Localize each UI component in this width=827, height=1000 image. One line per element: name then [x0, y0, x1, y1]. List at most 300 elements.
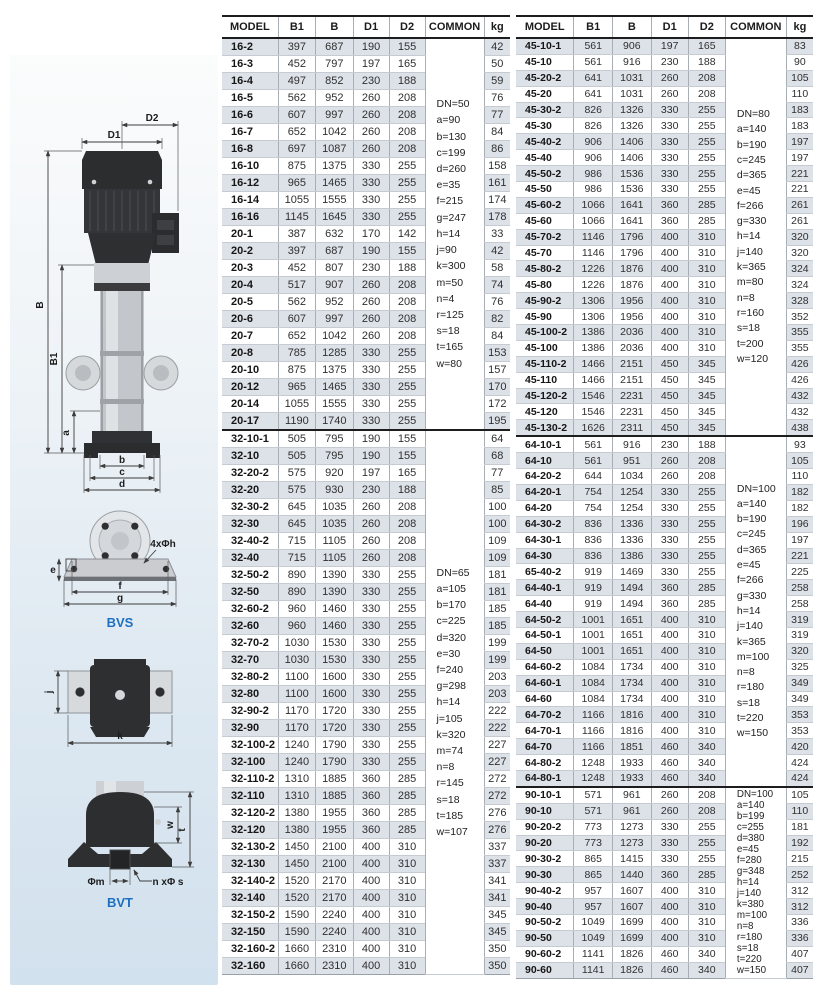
cell-model: 64-80-2 [516, 755, 574, 771]
cell-kg: 337 [484, 856, 510, 873]
cell-kg: 157 [484, 362, 510, 379]
col-header: B1 [574, 16, 613, 38]
dimension-table [516, 15, 813, 979]
common-spec-line: w=120 [736, 352, 769, 365]
table-row [222, 430, 510, 448]
cell-model: 90-60 [516, 962, 574, 978]
cell-kg: 158 [484, 158, 510, 175]
cell-d1: 450 [651, 372, 688, 388]
cell-d2: 255 [688, 484, 725, 500]
common-spec-line: h=14 [436, 227, 461, 240]
cell-model: 32-20 [222, 482, 278, 499]
cell-d2: 255 [389, 686, 425, 703]
cell-d2: 255 [688, 564, 725, 580]
cell-b1: 960 [278, 601, 315, 618]
cell-b: 1530 [316, 652, 353, 669]
common-spec-line: m=50 [436, 276, 464, 289]
cell-b: 1494 [613, 580, 652, 596]
cell-d2: 345 [688, 356, 725, 372]
common-spec-line: t=165 [436, 341, 464, 354]
cell-d1: 330 [353, 413, 389, 431]
cell-kg: 319 [786, 627, 813, 643]
dim-label-g: g [116, 593, 124, 604]
common-spec-line: h=14 [436, 696, 461, 709]
cell-b: 1105 [316, 550, 353, 567]
cell-b1: 1066 [574, 197, 613, 213]
cell-d1: 400 [353, 958, 389, 975]
cell-b1: 836 [574, 548, 613, 564]
cell-d2: 255 [389, 720, 425, 737]
col-header: MODEL [222, 16, 278, 38]
cell-model: 16-14 [222, 192, 278, 209]
common-spec-line: d=380 [736, 833, 765, 845]
cell-b: 961 [613, 787, 652, 803]
cell-d2: 255 [688, 118, 725, 134]
cell-kg: 407 [786, 962, 813, 978]
cell-b1: 826 [574, 102, 613, 118]
cell-d2: 255 [389, 345, 425, 362]
cell-model: 20-5 [222, 294, 278, 311]
cell-d2: 310 [688, 930, 725, 946]
cell-b1: 571 [574, 803, 613, 819]
cell-b: 1885 [316, 788, 353, 805]
cell-d1: 400 [651, 612, 688, 628]
common-spec-line: b=190 [736, 138, 767, 151]
cell-kg: 222 [484, 720, 510, 737]
cell-b: 1254 [613, 484, 652, 500]
cell-b: 916 [613, 436, 652, 452]
common-spec-line: r=145 [436, 777, 464, 790]
cell-b1: 645 [278, 516, 315, 533]
common-spec-line: e=35 [436, 179, 461, 192]
cell-d1: 330 [353, 601, 389, 618]
dim-label-d1: D1 [107, 130, 121, 141]
cell-kg: 261 [786, 197, 813, 213]
cell-kg: 426 [786, 372, 813, 388]
cell-b1: 919 [574, 564, 613, 580]
cell-d2: 255 [389, 567, 425, 584]
common-spec-line: s=18 [436, 325, 460, 338]
cell-b1: 1001 [574, 643, 613, 659]
cell-b1: 865 [574, 867, 613, 883]
cell-d2: 310 [389, 958, 425, 975]
cell-b: 1555 [316, 396, 353, 413]
cell-d1: 460 [651, 946, 688, 962]
cell-b: 1933 [613, 770, 652, 786]
common-spec-line: r=180 [736, 681, 765, 694]
common-spec-line: e=45 [736, 844, 759, 856]
cell-b: 2231 [613, 388, 652, 404]
cell-d2: 310 [688, 899, 725, 915]
cell-b: 1790 [316, 737, 353, 754]
cell-b1: 1055 [278, 192, 315, 209]
cell-d2: 340 [688, 739, 725, 755]
cell-d2: 310 [688, 914, 725, 930]
cell-kg: 276 [484, 822, 510, 839]
cell-b: 1042 [316, 328, 353, 345]
common-spec-line: d=365 [736, 169, 767, 182]
cell-b1: 1590 [278, 907, 315, 924]
header-row [222, 16, 510, 38]
cell-kg: 320 [786, 229, 813, 245]
table-row [516, 436, 813, 452]
cell-d1: 330 [651, 182, 688, 198]
cell-d1: 330 [353, 737, 389, 754]
dim-label-b1: B1 [49, 352, 60, 366]
cell-d2: 208 [389, 107, 425, 124]
cell-d1: 197 [651, 38, 688, 54]
cell-model: 90-10-1 [516, 787, 574, 803]
cell-b1: 1306 [574, 309, 613, 325]
cell-kg: 84 [484, 124, 510, 141]
cell-kg: 258 [786, 580, 813, 596]
cell-model: 16-4 [222, 73, 278, 90]
cell-model: 64-70-1 [516, 723, 574, 739]
cell-d2: 255 [389, 635, 425, 652]
cell-d1: 400 [651, 277, 688, 293]
cell-b: 1375 [316, 158, 353, 175]
cell-kg: 110 [786, 803, 813, 819]
cell-b: 1034 [613, 469, 652, 485]
cell-d2: 345 [688, 404, 725, 420]
cell-d2: 310 [688, 643, 725, 659]
cell-d1: 400 [651, 883, 688, 899]
cell-d1: 460 [651, 770, 688, 786]
cell-model: 90-30 [516, 867, 574, 883]
common-spec-line: DN=100 [736, 482, 776, 495]
common-spec-line: m=100 [736, 650, 770, 663]
cell-model: 32-50-2 [222, 567, 278, 584]
cell-d2: 255 [688, 819, 725, 835]
cell-b: 1796 [613, 229, 652, 245]
cell-b1: 575 [278, 465, 315, 482]
cell-b: 1465 [316, 379, 353, 396]
cell-b1: 561 [574, 436, 613, 452]
cell-model: 90-50-2 [516, 914, 574, 930]
cell-b: 1816 [613, 723, 652, 739]
cell-model: 16-16 [222, 209, 278, 226]
cell-d2: 340 [688, 962, 725, 978]
cell-d1: 197 [353, 56, 389, 73]
cell-b1: 1100 [278, 669, 315, 686]
cell-model: 32-10-1 [222, 430, 278, 448]
cell-b1: 957 [574, 899, 613, 915]
cell-b1: 1240 [278, 737, 315, 754]
cell-d1: 330 [651, 166, 688, 182]
cell-b: 952 [316, 90, 353, 107]
cell-d1: 400 [651, 675, 688, 691]
cell-b: 1406 [613, 134, 652, 150]
common-spec-line: j=140 [736, 245, 763, 258]
cell-kg: 221 [786, 166, 813, 182]
cell-b1: 715 [278, 550, 315, 567]
common-spec-line: j=140 [736, 620, 763, 633]
common-spec-line: j=90 [436, 244, 457, 257]
cell-d1: 330 [651, 851, 688, 867]
cell-kg: 181 [786, 819, 813, 835]
cell-d1: 330 [353, 175, 389, 192]
dimension-table-left [222, 15, 510, 975]
cell-d1: 450 [651, 404, 688, 420]
cell-b1: 986 [574, 166, 613, 182]
cell-model: 45-50 [516, 182, 574, 198]
cell-d1: 360 [353, 771, 389, 788]
cell-d2: 310 [389, 856, 425, 873]
cell-b: 1254 [613, 500, 652, 516]
cell-d1: 260 [353, 311, 389, 328]
cell-kg: 42 [484, 38, 510, 56]
cell-b1: 1066 [574, 213, 613, 229]
cell-b1: 652 [278, 124, 315, 141]
cell-d1: 360 [353, 822, 389, 839]
common-spec-line: w=150 [736, 965, 767, 977]
cell-d2: 310 [688, 293, 725, 309]
cell-b: 1851 [613, 739, 652, 755]
cell-d1: 400 [353, 890, 389, 907]
cell-b: 1536 [613, 166, 652, 182]
cell-b1: 1466 [574, 356, 613, 372]
cell-b1: 1166 [574, 707, 613, 723]
cell-b: 1460 [316, 618, 353, 635]
common-spec-line: d=260 [436, 163, 467, 176]
cell-model: 20-2 [222, 243, 278, 260]
cell-kg: 225 [786, 564, 813, 580]
cell-b: 1326 [613, 102, 652, 118]
cell-d2: 310 [389, 890, 425, 907]
cell-d1: 330 [353, 362, 389, 379]
cell-kg: 197 [786, 134, 813, 150]
cell-d1: 330 [651, 500, 688, 516]
pump-head-view-jk [44, 659, 172, 747]
cell-b: 795 [316, 430, 353, 448]
common-spec-line: s=18 [736, 322, 760, 335]
cell-b1: 890 [278, 584, 315, 601]
cell-b1: 1084 [574, 659, 613, 675]
cell-kg: 83 [786, 38, 813, 54]
cell-b1: 645 [278, 499, 315, 516]
cell-d1: 260 [651, 453, 688, 469]
cell-model: 45-90 [516, 309, 574, 325]
cell-kg: 341 [484, 873, 510, 890]
cell-d1: 330 [353, 686, 389, 703]
cell-kg: 185 [484, 601, 510, 618]
cell-d1: 400 [651, 229, 688, 245]
common-spec-line: s=18 [436, 793, 460, 806]
cell-kg: 258 [786, 596, 813, 612]
cell-d2: 310 [688, 325, 725, 341]
cell-d1: 330 [353, 345, 389, 362]
cell-d1: 400 [651, 930, 688, 946]
cell-d2: 345 [688, 420, 725, 436]
cell-d1: 400 [651, 261, 688, 277]
cell-common [425, 38, 484, 430]
cell-kg: 325 [786, 659, 813, 675]
cell-b: 632 [316, 226, 353, 243]
cell-b1: 1030 [278, 635, 315, 652]
common-spec-line: n=8 [436, 761, 455, 774]
cell-d2: 188 [688, 54, 725, 70]
cell-d2: 285 [688, 213, 725, 229]
cell-d2: 155 [389, 243, 425, 260]
cell-model: 20-1 [222, 226, 278, 243]
cell-kg: 345 [484, 907, 510, 924]
cell-b: 1087 [316, 141, 353, 158]
cell-d1: 260 [651, 70, 688, 86]
cell-model: 16-7 [222, 124, 278, 141]
cell-d1: 330 [651, 102, 688, 118]
cell-kg: 353 [786, 707, 813, 723]
cell-b: 1720 [316, 703, 353, 720]
cell-kg: 261 [786, 213, 813, 229]
cell-d2: 310 [688, 229, 725, 245]
cell-d1: 400 [651, 643, 688, 659]
cell-model: 16-6 [222, 107, 278, 124]
cell-b: 2170 [316, 890, 353, 907]
cell-model: 32-130-2 [222, 839, 278, 856]
table-row [516, 787, 813, 803]
cell-b1: 505 [278, 448, 315, 465]
cell-kg: 77 [484, 465, 510, 482]
cell-d2: 255 [389, 379, 425, 396]
cell-kg: 100 [484, 516, 510, 533]
cell-kg: 170 [484, 379, 510, 396]
cell-common [425, 430, 484, 975]
cell-d2: 255 [688, 851, 725, 867]
cell-d2: 208 [389, 124, 425, 141]
cell-model: 45-10 [516, 54, 574, 70]
cell-d2: 142 [389, 226, 425, 243]
cell-d2: 155 [389, 448, 425, 465]
cell-b: 2311 [613, 420, 652, 436]
cell-d2: 310 [688, 612, 725, 628]
cell-d1: 450 [651, 356, 688, 372]
cell-d2: 310 [389, 873, 425, 890]
cell-d2: 310 [688, 707, 725, 723]
dimension-table-right [516, 15, 813, 979]
cell-model: 90-20-2 [516, 819, 574, 835]
cell-kg: 76 [484, 90, 510, 107]
cell-b: 2231 [613, 404, 652, 420]
cell-kg: 319 [786, 612, 813, 628]
cell-model: 32-130 [222, 856, 278, 873]
cell-kg: 203 [484, 686, 510, 703]
cell-b: 1326 [613, 118, 652, 134]
cell-d1: 260 [353, 499, 389, 516]
cell-model: 45-20-2 [516, 70, 574, 86]
cell-b1: 957 [574, 883, 613, 899]
common-spec-line: DN=100 [736, 789, 774, 801]
cell-d2: 208 [688, 70, 725, 86]
cell-d2: 255 [389, 192, 425, 209]
cell-b1: 561 [574, 38, 613, 54]
cell-b1: 1030 [278, 652, 315, 669]
table-row [516, 38, 813, 54]
cell-b1: 397 [278, 38, 315, 56]
cell-d2: 208 [688, 453, 725, 469]
cell-kg: 320 [786, 245, 813, 261]
cell-b: 1816 [613, 707, 652, 723]
cell-kg: 426 [786, 356, 813, 372]
dim-label-b: b [118, 455, 126, 466]
cell-b: 2100 [316, 856, 353, 873]
cell-model: 20-3 [222, 260, 278, 277]
cell-b: 906 [613, 38, 652, 54]
cell-d1: 400 [651, 627, 688, 643]
cell-model: 64-60-1 [516, 675, 574, 691]
cell-kg: 350 [484, 958, 510, 975]
cell-model: 64-50 [516, 643, 574, 659]
cell-b1: 1386 [574, 325, 613, 341]
cell-b1: 965 [278, 175, 315, 192]
cell-model: 32-70 [222, 652, 278, 669]
cell-b: 1035 [316, 499, 353, 516]
cell-d2: 310 [688, 675, 725, 691]
cell-d2: 208 [688, 787, 725, 803]
cell-d2: 188 [389, 73, 425, 90]
cell-d2: 310 [389, 924, 425, 941]
common-spec-line: f=280 [736, 855, 762, 867]
cell-kg: 197 [786, 532, 813, 548]
cell-b1: 641 [574, 70, 613, 86]
common-spec-line: t=220 [736, 954, 762, 966]
cell-d1: 460 [651, 962, 688, 978]
cell-b1: 1001 [574, 612, 613, 628]
cell-kg: 424 [786, 770, 813, 786]
cell-d1: 330 [353, 567, 389, 584]
common-spec-line: h=14 [736, 230, 761, 243]
caption-bvt: BVT [107, 895, 133, 910]
cell-model: 64-10 [516, 453, 574, 469]
cell-d2: 340 [688, 770, 725, 786]
cell-d2: 255 [688, 102, 725, 118]
cell-b: 997 [316, 107, 353, 124]
cell-d2: 285 [389, 805, 425, 822]
cell-b: 1955 [316, 822, 353, 839]
dim-label-c: c [119, 467, 125, 478]
cell-d1: 260 [353, 107, 389, 124]
cell-d1: 260 [651, 803, 688, 819]
cell-kg: 227 [484, 737, 510, 754]
cell-kg: 195 [484, 413, 510, 431]
cell-d2: 255 [688, 835, 725, 851]
cell-d2: 255 [389, 158, 425, 175]
cell-b: 1699 [613, 914, 652, 930]
cell-model: 45-20 [516, 86, 574, 102]
cell-d1: 400 [353, 856, 389, 873]
cell-b1: 1450 [278, 856, 315, 873]
cell-d1: 170 [353, 226, 389, 243]
cell-d1: 330 [651, 819, 688, 835]
cell-d1: 260 [353, 90, 389, 107]
cell-d2: 208 [389, 277, 425, 294]
cell-d2: 255 [389, 601, 425, 618]
cell-model: 16-10 [222, 158, 278, 175]
cell-b1: 1380 [278, 805, 315, 822]
common-spec-line: k=300 [436, 260, 466, 273]
cell-d1: 330 [353, 396, 389, 413]
cell-b: 2310 [316, 958, 353, 975]
dim-label-e: e [50, 565, 56, 576]
cell-d1: 260 [353, 533, 389, 550]
cell-kg: 432 [786, 388, 813, 404]
cell-model: 32-110-2 [222, 771, 278, 788]
cell-model: 64-70 [516, 739, 574, 755]
cell-b1: 1084 [574, 691, 613, 707]
cell-model: 32-20-2 [222, 465, 278, 482]
cell-d2: 310 [688, 340, 725, 356]
cell-d2: 165 [389, 465, 425, 482]
cell-b1: 1520 [278, 873, 315, 890]
